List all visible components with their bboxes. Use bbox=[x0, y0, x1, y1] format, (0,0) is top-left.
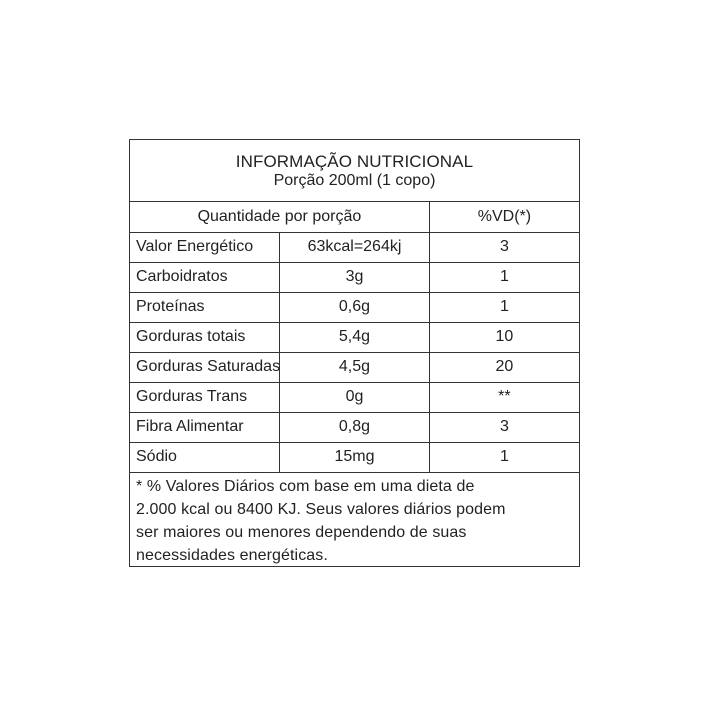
table-row bbox=[130, 322, 579, 352]
nutrient-name: Proteínas bbox=[130, 292, 280, 322]
footnote-line: necessidades energéticas. bbox=[136, 547, 328, 564]
table-header-row bbox=[130, 202, 579, 232]
nutrient-name: Valor Energético bbox=[130, 232, 280, 262]
nutrient-name: Gorduras totais bbox=[130, 322, 280, 352]
nutrition-facts-label bbox=[129, 139, 580, 567]
nutrient-daily-value: 1 bbox=[429, 442, 579, 472]
nutrient-amount: 63kcal=264kj bbox=[280, 232, 430, 262]
nutrient-daily-value: 3 bbox=[429, 232, 579, 262]
label-title: INFORMAÇÃO NUTRICIONAL bbox=[235, 152, 474, 171]
nutrient-daily-value: 1 bbox=[429, 262, 579, 292]
nutrient-name: Carboidratos bbox=[130, 262, 280, 292]
daily-value-column-header: %VD(*) bbox=[429, 202, 579, 232]
table-row bbox=[130, 352, 579, 382]
nutrient-amount: 0g bbox=[280, 382, 430, 412]
footnote-line: * % Valores Diários com base em uma dieta de bbox=[136, 478, 475, 495]
nutrient-name: Sódio bbox=[130, 442, 280, 472]
nutrient-daily-value: ** bbox=[429, 382, 579, 412]
nutrient-amount: 5,4g bbox=[280, 322, 430, 352]
table-row bbox=[130, 442, 579, 472]
nutrition-table bbox=[130, 202, 579, 473]
nutrient-daily-value: 10 bbox=[429, 322, 579, 352]
serving-size: Porção 200ml (1 copo) bbox=[273, 172, 436, 189]
table-row bbox=[130, 292, 579, 322]
table-row bbox=[130, 382, 579, 412]
nutrient-name: Gorduras Saturadas bbox=[130, 352, 280, 382]
table-row bbox=[130, 262, 579, 292]
footnote-line: 2.000 kcal ou 8400 KJ. Seus valores diários podem bbox=[136, 501, 506, 518]
nutrient-name: Fibra Alimentar bbox=[130, 412, 280, 442]
nutrient-amount: 15mg bbox=[280, 442, 430, 472]
label-header bbox=[130, 140, 579, 202]
footnote-line: ser maiores ou menores dependendo de suas bbox=[136, 524, 467, 541]
nutrient-name: Gorduras Trans bbox=[130, 382, 280, 412]
nutrient-amount: 4,5g bbox=[280, 352, 430, 382]
nutrient-daily-value: 20 bbox=[429, 352, 579, 382]
nutrient-amount: 0,8g bbox=[280, 412, 430, 442]
quantity-column-header: Quantidade por porção bbox=[130, 202, 429, 232]
daily-value-footnote bbox=[136, 475, 576, 567]
nutrient-amount: 3g bbox=[280, 262, 430, 292]
table-row bbox=[130, 412, 579, 442]
nutrient-daily-value: 3 bbox=[429, 412, 579, 442]
nutrient-daily-value: 1 bbox=[429, 292, 579, 322]
nutrient-amount: 0,6g bbox=[280, 292, 430, 322]
table-row bbox=[130, 232, 579, 262]
